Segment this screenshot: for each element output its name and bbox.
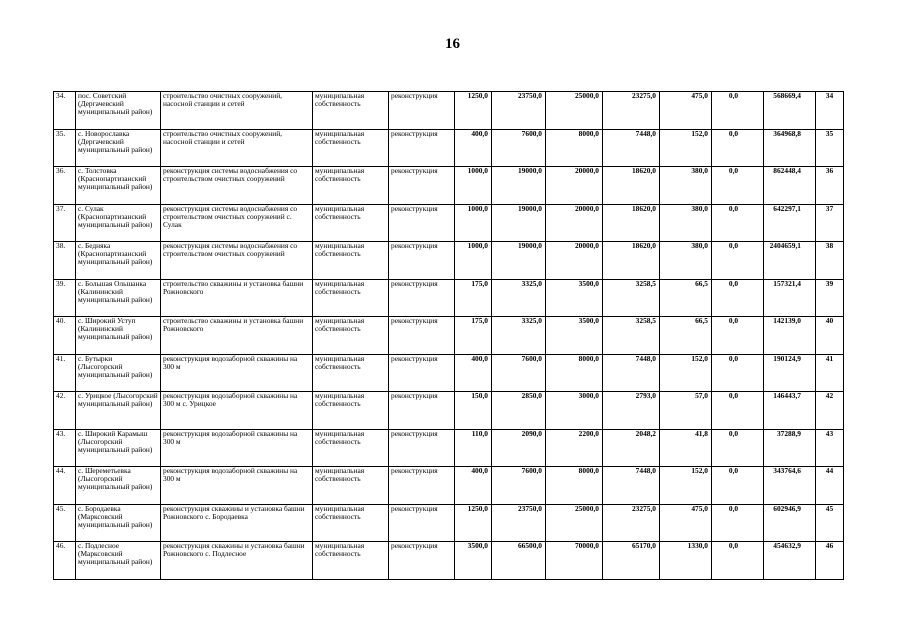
settlement-cell: пос. Советский (Дергачевский муниципальный район) xyxy=(76,92,161,130)
work-description-cell: реконструкция системы водоснабжения со строительством очистных сооружений с. Сулак xyxy=(161,204,313,242)
row-number: 41. xyxy=(54,354,76,392)
value-cell-5: 380,0 xyxy=(660,167,712,205)
work-description-cell: реконструкция водозаборной скважины на 300 м с. Урицкое xyxy=(161,392,313,430)
value-cell-2: 19000,0 xyxy=(492,204,546,242)
value-cell-1: 400,0 xyxy=(455,354,492,392)
total-cost-cell: 142139,0 xyxy=(764,317,816,355)
work-description-cell: строительство скважины и установка башни Рожновского xyxy=(161,317,313,355)
row-number: 35. xyxy=(54,129,76,167)
work-type-cell: реконструкция xyxy=(389,542,455,580)
settlement-cell: с. Толстовка (Краснопартизанский муниципальный район) xyxy=(76,167,161,205)
value-cell-6: 0,0 xyxy=(712,429,764,467)
work-type-cell: реконструкция xyxy=(389,242,455,280)
work-type-cell: реконструкция xyxy=(389,279,455,317)
value-cell-4: 18620,0 xyxy=(603,204,660,242)
row-number: 44. xyxy=(54,467,76,505)
row-number: 45. xyxy=(54,504,76,542)
value-cell-5: 152,0 xyxy=(660,354,712,392)
value-cell-1: 1000,0 xyxy=(455,204,492,242)
value-cell-6: 0,0 xyxy=(712,204,764,242)
value-cell-6: 0,0 xyxy=(712,542,764,580)
total-cost-cell: 602946,9 xyxy=(764,504,816,542)
ownership-cell: муниципальная собственность xyxy=(313,429,389,467)
value-cell-5: 41,8 xyxy=(660,429,712,467)
table-row xyxy=(54,317,844,355)
work-type-cell: реконструкция xyxy=(389,129,455,167)
table-row xyxy=(54,129,844,167)
value-cell-5: 152,0 xyxy=(660,467,712,505)
value-cell-3: 3000,0 xyxy=(546,392,603,430)
row-index-right: 34 xyxy=(816,92,844,130)
work-description-cell: строительство очистных сооружений, насосной станции и сетей xyxy=(161,92,313,130)
value-cell-5: 475,0 xyxy=(660,504,712,542)
value-cell-2: 66500,0 xyxy=(492,542,546,580)
value-cell-4: 7448,0 xyxy=(603,467,660,505)
ownership-cell: муниципальная собственность xyxy=(313,279,389,317)
objects-table xyxy=(53,91,844,580)
value-cell-2: 3325,0 xyxy=(492,279,546,317)
total-cost-cell: 862448,4 xyxy=(764,167,816,205)
settlement-cell: с. Широкий Карамыш (Лысогорский муниципальный район) xyxy=(76,429,161,467)
row-number: 39. xyxy=(54,279,76,317)
value-cell-2: 23750,0 xyxy=(492,504,546,542)
row-number: 46. xyxy=(54,542,76,580)
work-description-cell: реконструкция системы водоснабжения со строительством очистных сооружений xyxy=(161,167,313,205)
settlement-cell: с. Бутырки (Лысогорский муниципальный район) xyxy=(76,354,161,392)
value-cell-4: 65170,0 xyxy=(603,542,660,580)
value-cell-6: 0,0 xyxy=(712,242,764,280)
settlement-cell: с. Шереметьевка (Лысогорский муниципальный район) xyxy=(76,467,161,505)
value-cell-4: 7448,0 xyxy=(603,354,660,392)
value-cell-5: 380,0 xyxy=(660,242,712,280)
work-type-cell: реконструкция xyxy=(389,354,455,392)
value-cell-2: 7600,0 xyxy=(492,354,546,392)
work-type-cell: реконструкция xyxy=(389,467,455,505)
value-cell-4: 2048,2 xyxy=(603,429,660,467)
work-type-cell: реконструкция xyxy=(389,204,455,242)
value-cell-4: 23275,0 xyxy=(603,504,660,542)
page-number: 16 xyxy=(445,36,460,52)
value-cell-6: 0,0 xyxy=(712,92,764,130)
row-index-right: 45 xyxy=(816,504,844,542)
value-cell-4: 23275,0 xyxy=(603,92,660,130)
settlement-cell: с. Бородаевка (Марксовский муниципальный район) xyxy=(76,504,161,542)
total-cost-cell: 190124,9 xyxy=(764,354,816,392)
row-index-right: 39 xyxy=(816,279,844,317)
row-index-right: 44 xyxy=(816,467,844,505)
total-cost-cell: 37288,9 xyxy=(764,429,816,467)
row-index-right: 37 xyxy=(816,204,844,242)
value-cell-6: 0,0 xyxy=(712,279,764,317)
work-description-cell: реконструкция скважины и установка башни Рожновского с. Бородаевка xyxy=(161,504,313,542)
table-row xyxy=(54,167,844,205)
value-cell-2: 2090,0 xyxy=(492,429,546,467)
value-cell-1: 1000,0 xyxy=(455,242,492,280)
row-index-right: 36 xyxy=(816,167,844,205)
row-index-right: 40 xyxy=(816,317,844,355)
settlement-cell: с. Большая Ольшанка (Калининский муниципальный район) xyxy=(76,279,161,317)
work-type-cell: реконструкция xyxy=(389,429,455,467)
row-index-right: 46 xyxy=(816,542,844,580)
value-cell-3: 20000,0 xyxy=(546,242,603,280)
value-cell-6: 0,0 xyxy=(712,317,764,355)
work-type-cell: реконструкция xyxy=(389,317,455,355)
value-cell-2: 7600,0 xyxy=(492,467,546,505)
row-number: 34. xyxy=(54,92,76,130)
table-row xyxy=(54,542,844,580)
value-cell-4: 18620,0 xyxy=(603,242,660,280)
work-description-cell: реконструкция системы водоснабжения со строительством очистных сооружений xyxy=(161,242,313,280)
settlement-cell: с. Новорославка (Дергачевский муниципальный район) xyxy=(76,129,161,167)
table-row xyxy=(54,467,844,505)
table-row xyxy=(54,279,844,317)
value-cell-1: 1000,0 xyxy=(455,167,492,205)
value-cell-4: 2793,0 xyxy=(603,392,660,430)
row-index-right: 43 xyxy=(816,429,844,467)
value-cell-3: 8000,0 xyxy=(546,129,603,167)
table-row xyxy=(54,354,844,392)
row-number: 38. xyxy=(54,242,76,280)
row-index-right: 42 xyxy=(816,392,844,430)
value-cell-3: 8000,0 xyxy=(546,467,603,505)
value-cell-6: 0,0 xyxy=(712,129,764,167)
work-description-cell: реконструкция водозаборной скважины на 300 м xyxy=(161,467,313,505)
ownership-cell: муниципальная собственность xyxy=(313,204,389,242)
value-cell-1: 110,0 xyxy=(455,429,492,467)
value-cell-3: 3500,0 xyxy=(546,317,603,355)
value-cell-4: 7448,0 xyxy=(603,129,660,167)
ownership-cell: муниципальная собственность xyxy=(313,542,389,580)
ownership-cell: муниципальная собственность xyxy=(313,467,389,505)
value-cell-6: 0,0 xyxy=(712,504,764,542)
settlement-cell: с. Сулак (Краснопартизанский муниципальный район) xyxy=(76,204,161,242)
value-cell-5: 380,0 xyxy=(660,204,712,242)
value-cell-2: 7600,0 xyxy=(492,129,546,167)
value-cell-5: 57,0 xyxy=(660,392,712,430)
value-cell-2: 23750,0 xyxy=(492,92,546,130)
table-row xyxy=(54,429,844,467)
row-number: 40. xyxy=(54,317,76,355)
value-cell-6: 0,0 xyxy=(712,392,764,430)
value-cell-3: 25000,0 xyxy=(546,504,603,542)
ownership-cell: муниципальная собственность xyxy=(313,167,389,205)
value-cell-3: 8000,0 xyxy=(546,354,603,392)
work-description-cell: реконструкция водозаборной скважины на 300 м xyxy=(161,429,313,467)
row-number: 42. xyxy=(54,392,76,430)
work-description-cell: строительство скважины и установка башни Рожновского xyxy=(161,279,313,317)
value-cell-3: 70000,0 xyxy=(546,542,603,580)
total-cost-cell: 642297,1 xyxy=(764,204,816,242)
settlement-cell: с. Бедняка (Краснопартизанский муниципальный район) xyxy=(76,242,161,280)
value-cell-5: 152,0 xyxy=(660,129,712,167)
row-index-right: 38 xyxy=(816,242,844,280)
table-row xyxy=(54,504,844,542)
value-cell-3: 25000,0 xyxy=(546,92,603,130)
row-index-right: 35 xyxy=(816,129,844,167)
value-cell-4: 3258,5 xyxy=(603,279,660,317)
ownership-cell: муниципальная собственность xyxy=(313,392,389,430)
value-cell-5: 66,5 xyxy=(660,317,712,355)
value-cell-3: 3500,0 xyxy=(546,279,603,317)
settlement-cell: с. Урицкое (Лысогорский муниципальный район) xyxy=(76,392,161,430)
settlement-cell: с. Широкий Уступ (Калининский муниципальный район) xyxy=(76,317,161,355)
value-cell-2: 19000,0 xyxy=(492,242,546,280)
value-cell-1: 1250,0 xyxy=(455,92,492,130)
total-cost-cell: 343764,6 xyxy=(764,467,816,505)
table-row xyxy=(54,92,844,130)
settlement-cell: с. Подлесное (Марксовский муниципальный район) xyxy=(76,542,161,580)
ownership-cell: муниципальная собственность xyxy=(313,242,389,280)
work-description-cell: реконструкция водозаборной скважины на 300 м xyxy=(161,354,313,392)
value-cell-1: 400,0 xyxy=(455,129,492,167)
value-cell-1: 400,0 xyxy=(455,467,492,505)
value-cell-6: 0,0 xyxy=(712,467,764,505)
total-cost-cell: 364968,8 xyxy=(764,129,816,167)
value-cell-1: 1250,0 xyxy=(455,504,492,542)
work-type-cell: реконструкция xyxy=(389,504,455,542)
value-cell-5: 66,5 xyxy=(660,279,712,317)
ownership-cell: муниципальная собственность xyxy=(313,129,389,167)
value-cell-2: 3325,0 xyxy=(492,317,546,355)
value-cell-5: 475,0 xyxy=(660,92,712,130)
ownership-cell: муниципальная собственность xyxy=(313,92,389,130)
total-cost-cell: 157321,4 xyxy=(764,279,816,317)
value-cell-6: 0,0 xyxy=(712,354,764,392)
value-cell-4: 3258,5 xyxy=(603,317,660,355)
value-cell-3: 2200,0 xyxy=(546,429,603,467)
total-cost-cell: 146443,7 xyxy=(764,392,816,430)
row-number: 37. xyxy=(54,204,76,242)
value-cell-3: 20000,0 xyxy=(546,167,603,205)
value-cell-2: 2850,0 xyxy=(492,392,546,430)
ownership-cell: муниципальная собственность xyxy=(313,504,389,542)
total-cost-cell: 454632,9 xyxy=(764,542,816,580)
value-cell-1: 3500,0 xyxy=(455,542,492,580)
ownership-cell: муниципальная собственность xyxy=(313,354,389,392)
work-description-cell: строительство очистных сооружений, насосной станции и сетей xyxy=(161,129,313,167)
total-cost-cell: 2404659,1 xyxy=(764,242,816,280)
work-type-cell: реконструкция xyxy=(389,392,455,430)
value-cell-1: 175,0 xyxy=(455,317,492,355)
value-cell-6: 0,0 xyxy=(712,167,764,205)
work-type-cell: реконструкция xyxy=(389,167,455,205)
table-row xyxy=(54,242,844,280)
value-cell-2: 19000,0 xyxy=(492,167,546,205)
value-cell-1: 150,0 xyxy=(455,392,492,430)
ownership-cell: муниципальная собственность xyxy=(313,317,389,355)
value-cell-5: 1330,0 xyxy=(660,542,712,580)
work-type-cell: реконструкция xyxy=(389,92,455,130)
table-row xyxy=(54,204,844,242)
total-cost-cell: 568669,4 xyxy=(764,92,816,130)
row-index-right: 41 xyxy=(816,354,844,392)
work-description-cell: реконструкция скважины и установка башни Рожновского с. Подлесное xyxy=(161,542,313,580)
row-number: 36. xyxy=(54,167,76,205)
value-cell-3: 20000,0 xyxy=(546,204,603,242)
value-cell-4: 18620,0 xyxy=(603,167,660,205)
row-number: 43. xyxy=(54,429,76,467)
value-cell-1: 175,0 xyxy=(455,279,492,317)
table-row xyxy=(54,392,844,430)
